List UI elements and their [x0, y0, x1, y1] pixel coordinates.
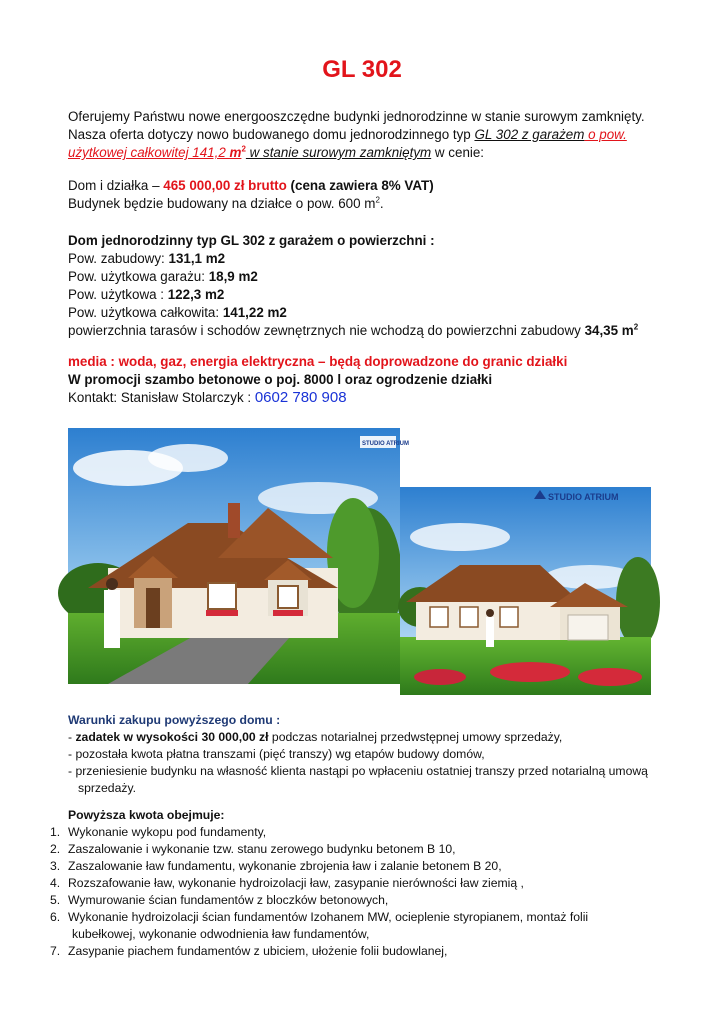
area-row: Pow. użytkowa garażu: 18,9 m2 — [68, 269, 258, 284]
areas-block — [68, 232, 668, 340]
promo-line: W promocji szambo betonowe o poj. 8000 l oraz ogrodzenie działki — [68, 372, 493, 387]
media-line: media : woda, gaz, energia elektryczna – będą doprowadzone do granic działki — [68, 354, 568, 369]
plot-line: Budynek będzie budowany na działce o pow. 600 $m^2$. — [68, 195, 384, 211]
studio-atrium-logo-large: STUDIO ATRIUM — [548, 492, 619, 502]
scope-item: 6. Wykonanie hydroizolacji ścian fundamentów Izohanem MW, ocieplenie styropianem, montaż folii — [50, 910, 589, 924]
scope-heading: Powyższa kwota obejmuje: — [68, 808, 225, 822]
area-row: Pow. użytkowa : 122,3 m2 — [68, 287, 225, 302]
scope-item: 2. Zaszalowanie i wykonanie tzw. stanu zerowego budynku betonem B 10, — [50, 842, 456, 856]
scope-item: 5. Wymurowanie ścian fundamentów z bloczków betonowych, — [50, 893, 389, 907]
intro-line-1: Oferujemy Państwu nowe energooszczędne budynki jednorodzinne w stanie surowym zamknięty. — [68, 109, 645, 124]
conditions-block — [68, 712, 668, 729]
area-row: Pow. użytkowa całkowita: 141,22 m2 — [68, 305, 287, 320]
house-front-image — [68, 428, 409, 684]
conditions-heading: Warunki zakupu powyższego domu : — [68, 713, 281, 727]
areas-heading: Dom jednorodzinny typ GL 302 z garażem o powierzchni : — [68, 233, 435, 248]
scope-item: 7. Zasypanie piachem fundamentów z ubiciem, ułożenie folii budowlanej, — [50, 944, 448, 958]
intro-line-2: Nasza oferta dotyczy nowo budowanego domu jednorodzinnego typ GL 302 z garażem o pow. — [68, 127, 627, 142]
studio-atrium-logo-small: STUDIO ATRIUM — [362, 441, 409, 447]
media-block — [68, 353, 668, 407]
scope-item: 4. Rozszafowanie ław, wykonanie hydroizolacji ław, zasypanie nierówności ław ziemią , — [50, 876, 524, 890]
contact-phone-link[interactable]: 0602 780 908 — [254, 389, 347, 406]
price-line: Dom i działka – 465 000,00 zł brutto (cena zawiera 8% VAT) — [68, 178, 434, 193]
page-title: GL 302 — [322, 56, 402, 83]
terrace-line: powierzchnia tarasów i schodów zewnętrznych nie wchodzą do powierzchni zabudowy 34,35 $m^2$ — [68, 322, 639, 338]
house-side-image — [400, 487, 651, 695]
conditions-item: - zadatek w wysokości 30 000,00 zł podczas notarialnej przedwstępnej umowy sprzedaży, — [68, 730, 563, 744]
conditions-item: - przeniesienie budynku na własność klienta nastąpi po wpłaceniu ostatniej transzy przed notarialną umową — [68, 764, 648, 778]
intro-paragraph — [68, 108, 668, 162]
house-front-illustration — [68, 428, 409, 684]
conditions-item-continuation: sprzedaży. — [78, 781, 137, 795]
scope-block — [68, 807, 668, 824]
scope-item: 3. Zaszalowanie ław fundamentu, wykonanie zbrojenia ław i zalanie betonem B 20, — [50, 859, 502, 873]
price-block — [68, 177, 668, 213]
conditions-item: - pozostała kwota płatna transzami (pięć transzy) wg etapów budowy domów, — [68, 747, 485, 761]
scope-item: 1. Wykonanie wykopu pod fundamenty, — [50, 825, 267, 839]
house-side-illustration — [400, 487, 651, 695]
area-row: Pow. zabudowy: 131,1 m2 — [68, 251, 226, 266]
price-value: 465 000,00 zł brutto — [163, 178, 287, 193]
intro-line-3: użytkowej całkowitej 141,2 $m^2$ w stanie surowym zamkniętym w cenie: — [68, 144, 485, 160]
scope-item-continuation: kubełkowej, wykonanie odwodnienia ław fundamentów, — [72, 927, 370, 941]
contact-line: Kontakt: Stanisław Stolarczyk : 0602 780 908 — [68, 389, 347, 406]
